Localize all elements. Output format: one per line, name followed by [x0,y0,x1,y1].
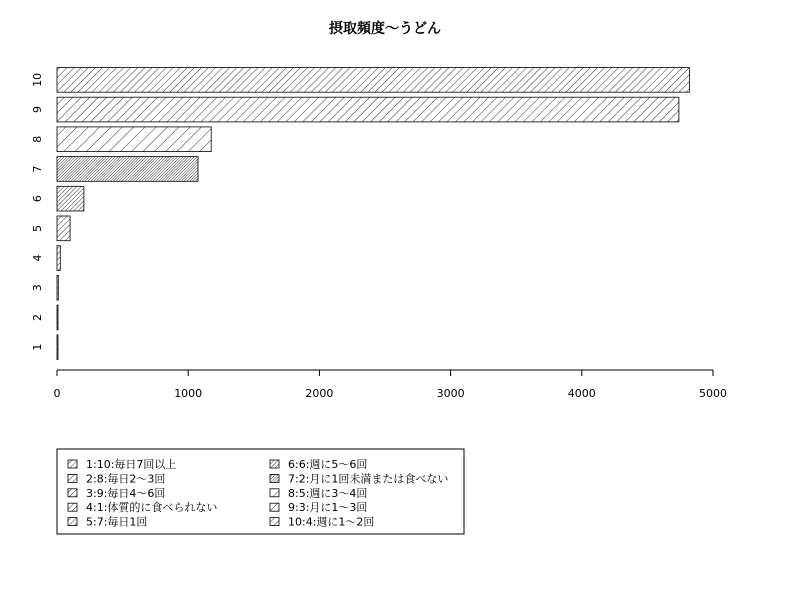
bar-5 [57,216,70,241]
legend-label-4: 4:1:体質的に食べられない [86,501,218,515]
legend-swatch-3 [68,489,77,497]
bar-1 [57,335,58,360]
y-axis [31,73,44,351]
legend-swatch-2 [68,474,77,482]
x-tick-label-2000: 2000 [305,387,334,400]
y-tick-label-5: 5 [31,224,44,232]
legend-label-2: 2:8:毎日2〜3回 [86,472,166,486]
legend-swatch-8 [270,489,279,497]
bar-group [57,68,689,360]
legend-swatch-5 [68,518,77,526]
legend-swatch-9 [270,503,279,511]
legend-label-5: 5:7:毎日1回 [86,515,148,529]
legend-swatch-1 [68,460,77,468]
y-tick-label-9: 9 [31,106,44,114]
bar-6 [57,186,84,211]
x-tick-label-5000: 5000 [699,387,727,400]
x-tick-label-4000: 4000 [567,387,596,400]
bar-10 [57,68,689,93]
y-tick-label-10: 10 [31,72,44,87]
legend-label-8: 8:5:週に3〜4回 [288,486,368,500]
x-tick-label-0: 0 [53,387,61,400]
chart-title: 摂取頻度〜うどん [329,21,441,37]
y-tick-label-7: 7 [31,165,44,173]
y-tick-label-1: 1 [31,343,44,351]
bar-3 [57,275,58,300]
legend-label-9: 9:3:月に1〜3回 [288,501,368,515]
x-tick-label-1000: 1000 [174,387,203,400]
bar-9 [57,97,679,122]
legend-label-10: 10:4:週に1〜2回 [288,515,375,529]
legend [57,449,464,534]
x-tick-label-3000: 3000 [436,387,465,400]
legend-swatch-10 [270,518,279,526]
legend-label-1: 1:10:毎日7回以上 [86,458,177,471]
bar-8 [57,127,211,152]
legend-label-3: 3:9:毎日4〜6回 [86,486,166,500]
legend-label-6: 6:6:週に5〜6回 [288,458,368,471]
bar-7 [57,157,198,182]
legend-swatch-7 [270,474,279,482]
y-tick-label-2: 2 [31,313,44,321]
x-axis [54,370,728,400]
legend-swatch-4 [68,503,77,511]
y-tick-label-4: 4 [31,254,44,262]
y-tick-label-8: 8 [31,135,44,143]
y-tick-label-6: 6 [31,195,44,203]
y-tick-label-3: 3 [31,284,44,292]
legend-label-7: 7:2:月に1回未満または食べない [288,472,449,486]
bar-4 [57,246,60,271]
legend-swatch-6 [270,460,279,468]
bar-2 [57,305,58,330]
